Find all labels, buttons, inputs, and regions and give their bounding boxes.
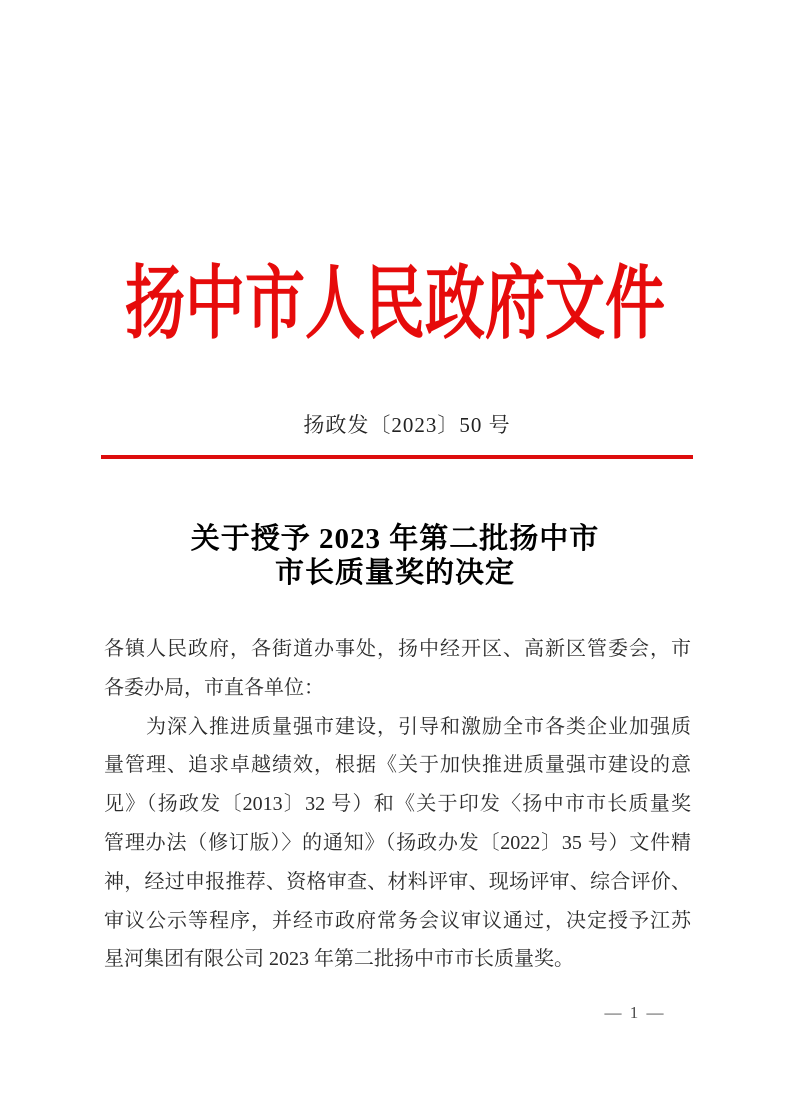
document-title [0, 522, 790, 590]
document-title-line-1: 关于授予 2023 年第二批扬中市 [190, 523, 600, 555]
document-body [104, 630, 691, 979]
document-title-line-2: 市长质量奖的决定 [274, 557, 515, 589]
body-line: 量管理、追求卓越绩效，根据《关于加快推进质量强市建设的意 [104, 754, 691, 777]
body-line: 各委办局，市直各单位： [104, 676, 324, 699]
body-line: 为深入推进质量强市建设，引导和激励全市各类企业加强质 [146, 715, 691, 738]
red-separator-line [101, 455, 693, 459]
body-line: 各镇人民政府，各街道办事处，扬中经开区、高新区管委会，市 [104, 638, 691, 660]
letterhead-title: 扬中市人民政府文件 [125, 261, 665, 349]
body-line: 星河集团有限公司 2023 年第二批扬中市市长质量奖。 [104, 948, 574, 971]
letterhead-banner [0, 253, 790, 358]
body-line: 见》（扬政发〔2013〕32 号）和《关于印发〈扬中市市长质量奖 [104, 793, 691, 816]
body-line: 管理办法（修订版）〉的通知》（扬政办发〔2022〕35 号）文件精 [104, 831, 691, 854]
document-number: 扬政发〔2023〕50 号 [303, 413, 511, 437]
body-line: 审议公示等程序，并经市政府常务会议审议通过，决定授予江苏 [104, 909, 691, 932]
page-number: — 1 — [604, 1003, 666, 1022]
body-line: 神，经过申报推荐、资格审查、材料评审、现场评审、综合评价、 [104, 870, 691, 893]
